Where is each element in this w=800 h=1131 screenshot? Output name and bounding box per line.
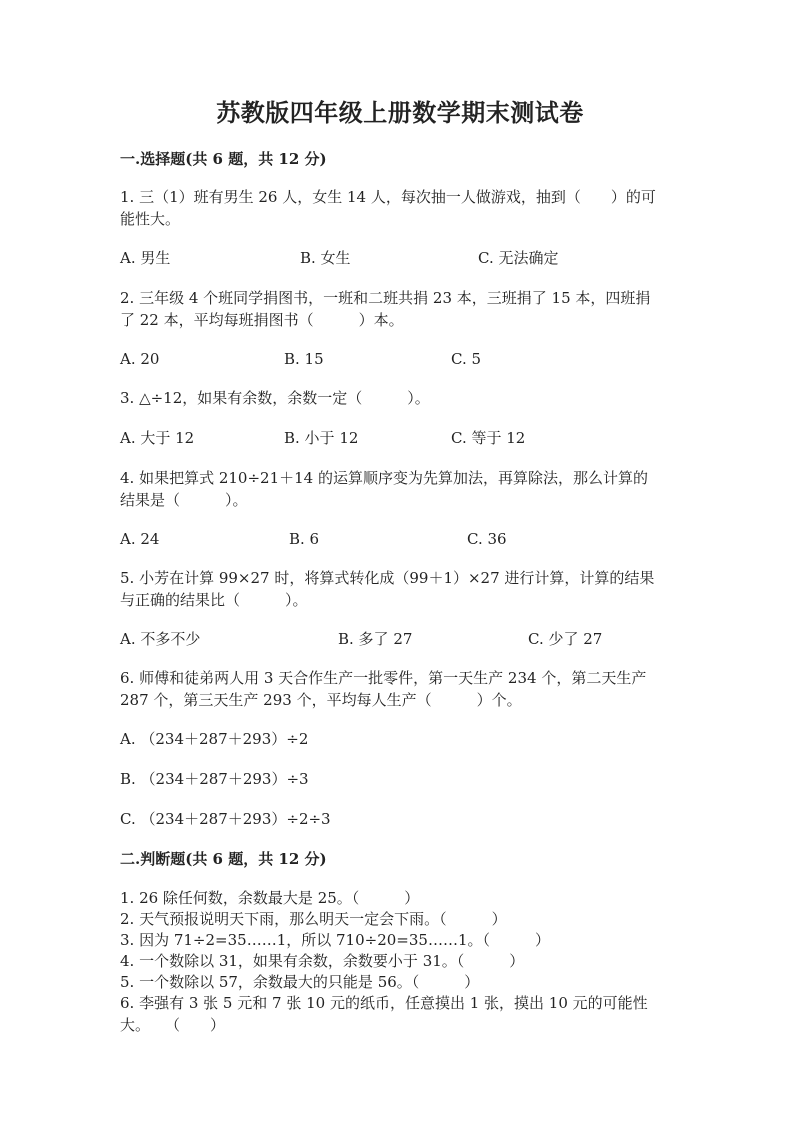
section-heading-judgement: 二.判断题(共 6 题，共 12 分) <box>120 850 327 868</box>
question-6 <box>120 667 680 711</box>
question-5-option-a: A. 不多不少 <box>120 630 201 648</box>
judgement-item-6-line-1: 6. 李强有 3 张 5 元和 7 张 10 元的纸币，任意摸出 1 张，摸出 10 元的可能性 <box>120 994 648 1012</box>
question-3-line-1: 3. △÷12，如果有余数，余数一定（ ）。 <box>120 389 430 407</box>
judgement-item-6-line-2: 大。 （ ） <box>120 1016 226 1034</box>
section-heading-choice: 一.选择题(共 6 题，共 12 分) <box>120 150 327 168</box>
question-2-option-c: C. 5 <box>451 350 482 368</box>
judgement-item-6 <box>120 992 680 1036</box>
question-1 <box>120 186 680 230</box>
question-5-option-b: B. 多了 27 <box>338 630 413 648</box>
judgement-item-4: 4. 一个数除以 31，如果有余数，余数要小于 31。（ ） <box>120 952 525 970</box>
question-5-option-c: C. 少了 27 <box>528 630 603 648</box>
question-1-option-a: A. 男生 <box>120 249 171 267</box>
judgement-item-3: 3. 因为 71÷2=35……1，所以 710÷20=35……1。（ ） <box>120 931 550 949</box>
question-2-line-2: 了 22 本，平均每班捐图书（ ）本。 <box>120 311 404 329</box>
question-6-line-1: 6. 师傅和徒弟两人用 3 天合作生产一批零件，第一天生产 234 个，第二天生产 <box>120 669 647 687</box>
question-6-option-b: B. （234＋287＋293）÷3 <box>120 770 309 788</box>
question-1-line-2: 能性大。 <box>120 210 181 228</box>
judgement-item-2: 2. 天气预报说明天下雨，那么明天一定会下雨。（ ） <box>120 910 507 928</box>
judgement-item-1: 1. 26 除任何数，余数最大是 25。（ ） <box>120 889 420 907</box>
question-1-line-1: 1. 三（1）班有男生 26 人，女生 14 人，每次抽一人做游戏，抽到（ ）的可 <box>120 188 656 206</box>
question-4-option-b: B. 6 <box>289 530 320 548</box>
judgement-item-5: 5. 一个数除以 57，余数最大的只能是 56。（ ） <box>120 973 480 991</box>
question-2-option-b: B. 15 <box>284 350 324 368</box>
question-2-line-1: 2. 三年级 4 个班同学捐图书，一班和二班共捐 23 本，三班捐了 15 本，四班捐 <box>120 289 651 307</box>
question-4-option-c: C. 36 <box>467 530 507 548</box>
question-3-option-a: A. 大于 12 <box>120 429 195 447</box>
question-3-option-c: C. 等于 12 <box>451 429 526 447</box>
question-2-option-a: A. 20 <box>120 350 160 368</box>
question-4 <box>120 467 680 511</box>
question-5-line-2: 与正确的结果比（ ）。 <box>120 591 308 609</box>
question-6-line-2: 287 个，第三天生产 293 个，平均每人生产（ ）个。 <box>120 691 522 709</box>
question-1-option-c: C. 无法确定 <box>478 249 559 267</box>
question-4-option-a: A. 24 <box>120 530 160 548</box>
question-5-line-1: 5. 小芳在计算 99×27 时，将算式转化成（99＋1）×27 进行计算，计算的结果 <box>120 569 655 587</box>
question-6-option-c: C. （234＋287＋293）÷2÷3 <box>120 810 331 828</box>
question-6-option-a: A. （234＋287＋293）÷2 <box>120 730 309 748</box>
question-4-line-2: 结果是（ ）。 <box>120 491 248 509</box>
question-3-option-b: B. 小于 12 <box>284 429 359 447</box>
exam-title: 苏教版四年级上册数学期末测试卷 <box>216 98 584 127</box>
question-4-line-1: 4. 如果把算式 210÷21＋14 的运算顺序变为先算加法，再算除法，那么计算的 <box>120 469 648 487</box>
question-5 <box>120 567 680 611</box>
question-1-option-b: B. 女生 <box>300 249 351 267</box>
question-3 <box>120 387 680 409</box>
question-2 <box>120 287 680 331</box>
